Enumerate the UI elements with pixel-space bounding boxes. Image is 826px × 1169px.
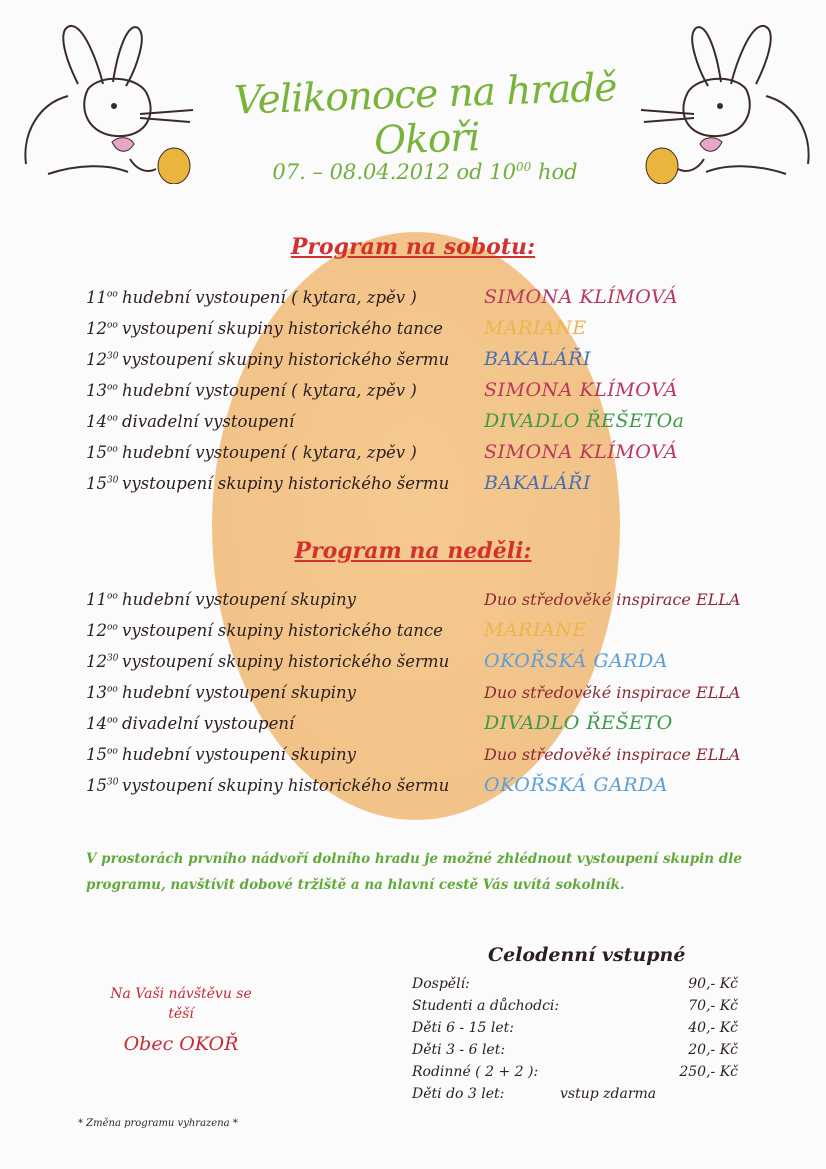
sunday-row (0, 745, 826, 773)
saturday-row (0, 288, 826, 316)
info-note (86, 846, 746, 898)
activity: vystoupení skupiny historického šermu (122, 350, 450, 369)
admission-row (412, 1064, 738, 1086)
activity: hudební vystoupení ( kytara, zpěv ) (122, 381, 417, 400)
admission-label: Rodinné ( 2 + 2 ): (412, 1064, 539, 1080)
sunday-heading: Program na neděli: (294, 538, 532, 564)
time: $15^{oo}$ (86, 443, 118, 462)
time: $14^{oo}$ (86, 714, 118, 733)
admission-title: Celodenní vstupné (488, 944, 686, 966)
activity: vystoupení skupiny historického šermu (122, 652, 450, 671)
admission-price: 40,- Kč (688, 1020, 738, 1036)
sunday-row (0, 590, 826, 618)
performer: SIMONA KLÍMOVÁ (484, 286, 679, 308)
performer: Duo středověké inspirace ELLA (484, 745, 741, 764)
performer: MARIANE (484, 619, 587, 641)
performer: SIMONA KLÍMOVÁ (484, 379, 679, 401)
performer: SIMONA KLÍMOVÁ (484, 441, 679, 463)
admission-label: Děti 3 - 6 let: (412, 1042, 506, 1058)
admission-row (412, 1086, 738, 1108)
activity: vystoupení skupiny historického šermu (122, 776, 450, 795)
admission-label: Děti do 3 let: (412, 1086, 505, 1102)
time: $13^{oo}$ (86, 381, 118, 400)
left-bunny-icon (18, 14, 198, 184)
event-date: 07. – 08.04.2012 od $10^{00}$ hod (272, 160, 578, 184)
time: $12^{oo}$ (86, 319, 118, 338)
time: $13^{oo}$ (86, 683, 118, 702)
admission-free: vstup zdarma (560, 1086, 657, 1102)
time: $12^{30}$ (86, 350, 119, 369)
sunday-row (0, 776, 826, 804)
page-title: Velikonoce na hradě Okoři (233, 65, 618, 164)
activity: divadelní vystoupení (122, 412, 295, 431)
saturday-row (0, 412, 826, 440)
performer: BAKALÁŘI (484, 348, 591, 370)
welcome-block (96, 984, 266, 1054)
time: $15^{oo}$ (86, 745, 118, 764)
activity: divadelní vystoupení (122, 714, 295, 733)
admission-label: Děti 6 - 15 let: (412, 1020, 514, 1036)
sunday-row (0, 683, 826, 711)
sunday-row (0, 621, 826, 649)
saturday-row (0, 319, 826, 347)
time: $15^{30}$ (86, 474, 119, 493)
saturday-row (0, 474, 826, 502)
performer: OKOŘSKÁ GARDA (484, 774, 669, 796)
performer: DIVADLO ŘEŠETO (484, 712, 673, 734)
time: $12^{30}$ (86, 652, 119, 671)
time: $11^{oo}$ (86, 288, 118, 307)
admission-row (412, 998, 738, 1020)
admission-label: Dospělí: (412, 976, 470, 992)
activity: hudební vystoupení ( kytara, zpěv ) (122, 443, 417, 462)
right-bunny-icon (636, 14, 816, 184)
saturday-heading: Program na sobotu: (290, 234, 536, 260)
admission-price: 70,- Kč (688, 998, 738, 1014)
activity: hudební vystoupení skupiny (122, 590, 356, 609)
obec-name: Obec OKOŘ (123, 1033, 239, 1055)
time: $14^{oo}$ (86, 412, 118, 431)
saturday-row (0, 443, 826, 471)
admission-row (412, 1042, 738, 1064)
admission-row (412, 1020, 738, 1042)
activity: vystoupení skupiny historického tance (122, 319, 443, 338)
sunday-row (0, 714, 826, 742)
activity: vystoupení skupiny historického šermu (122, 474, 450, 493)
time: $15^{30}$ (86, 776, 119, 795)
note-line: programu, navštívit dobové tržiště a na hlavní cestě Vás uvítá sokolník. (86, 877, 625, 893)
time: $11^{oo}$ (86, 590, 118, 609)
time: $12^{oo}$ (86, 621, 118, 640)
activity: vystoupení skupiny historického tance (122, 621, 443, 640)
note-line: V prostorách prvního nádvoří dolního hradu je možné zhlédnout vystoupení skupin dle (86, 851, 742, 867)
performer: Duo středověké inspirace ELLA (484, 590, 741, 609)
activity: hudební vystoupení skupiny (122, 683, 356, 702)
performer: BAKALÁŘI (484, 472, 591, 494)
admission-label: Studenti a důchodci: (412, 998, 560, 1014)
performer: DIVADLO ŘEŠETOa (484, 410, 685, 432)
admission-price: 20,- Kč (688, 1042, 738, 1058)
welcome-line: Na Vaši návštěvu se (110, 986, 252, 1002)
footnote: * Změna programu vyhrazena * (78, 1118, 238, 1129)
sunday-row (0, 652, 826, 680)
activity: hudební vystoupení skupiny (122, 745, 356, 764)
performer: OKOŘSKÁ GARDA (484, 650, 669, 672)
admission-row (412, 976, 738, 998)
saturday-row (0, 381, 826, 409)
saturday-row (0, 350, 826, 378)
welcome-line: těší (168, 1006, 194, 1022)
admission-price: 250,- Kč (679, 1064, 738, 1080)
admission-price: 90,- Kč (688, 976, 738, 992)
performer: Duo středověké inspirace ELLA (484, 683, 741, 702)
activity: hudební vystoupení ( kytara, zpěv ) (122, 288, 417, 307)
performer: MARIANE (484, 317, 587, 339)
